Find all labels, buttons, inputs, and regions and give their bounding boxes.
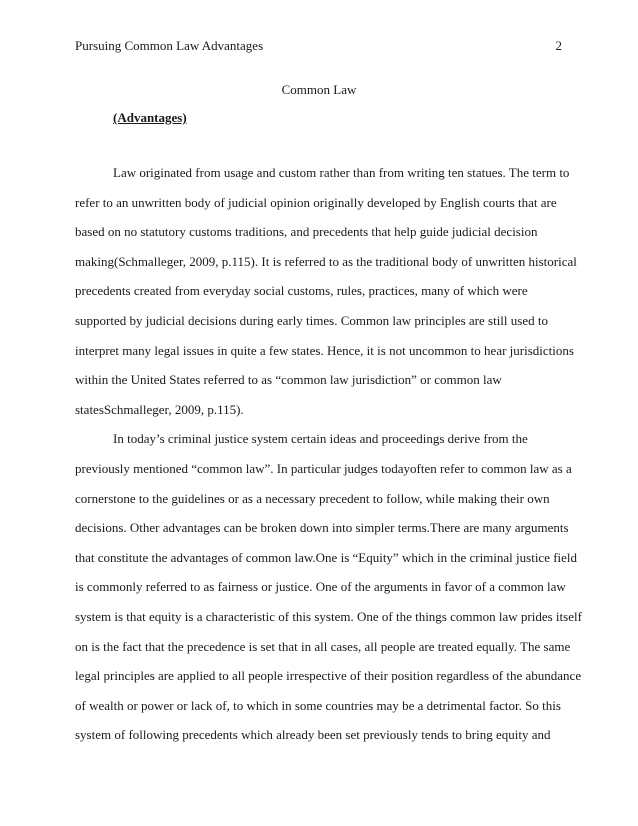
paragraph-line: supported by judicial decisions during early times. Common law principles are still used to <box>75 312 548 328</box>
paragraph-line: of wealth or power or lack of, to which in some countries may be a detrimental factor. So this <box>75 697 561 713</box>
paragraph-line: system is that equity is a characteristic of this system. One of the things common law prides itself <box>75 608 582 624</box>
paragraph-line: cornerstone to the guidelines or as a necessary precedent to follow, while making their own <box>75 490 550 506</box>
paragraph-line: on is the fact that the precedence is set that in all cases, all people are treated equally. The same <box>75 638 571 654</box>
paragraph-line: that constitute the advantages of common law.One is “Equity” which in the criminal justice field <box>75 549 578 565</box>
running-header-title: Pursuing Common Law Advantages <box>75 38 264 53</box>
paragraph-line: interpret many legal issues in quite a few states. Hence, it is not uncommon to hear jurisdictions <box>75 342 574 358</box>
paragraph-line: legal principles are applied to all people irrespective of their position regardless of the abundance <box>75 668 582 684</box>
paragraph-line: In today’s criminal justice system certain ideas and proceedings derive from the <box>113 431 528 447</box>
document-title: Common Law <box>281 82 357 97</box>
paragraph-line: statesSchmalleger, 2009, p.115). <box>75 401 244 417</box>
paragraph-line: Law originated from usage and custom rather than from writing ten statues. The term to <box>113 165 570 180</box>
paragraph-line: system of following precedents which already been set previously tends to bring equity and <box>75 727 551 743</box>
paragraph-line: within the United States referred to as “common law jurisdiction” or common law <box>75 372 502 388</box>
paragraph-line: decisions. Other advantages can be broken down into simpler terms.There are many arguments <box>75 520 569 536</box>
paragraph-line: making(Schmalleger, 2009, p.115). It is referred to as the traditional body of unwritten historical <box>75 253 577 269</box>
section-heading: (Advantages) <box>113 110 187 125</box>
paragraph-line: based on no statutory customs traditions, and precedents that help guide judicial decision <box>75 224 538 240</box>
body-text <box>75 164 582 756</box>
paragraph-line: precedents created from everyday social customs, rules, practices, many of which were <box>75 283 528 299</box>
paragraph-line: is commonly referred to as fairness or justice. One of the arguments in favor of a common law <box>75 579 566 595</box>
paragraph-line: previously mentioned “common law”. In particular judges todayoften refer to common law as a <box>75 460 572 476</box>
page-number: 2 <box>555 38 562 53</box>
paragraph-line: refer to an unwritten body of judicial opinion originally developed by English courts that are <box>75 194 557 210</box>
